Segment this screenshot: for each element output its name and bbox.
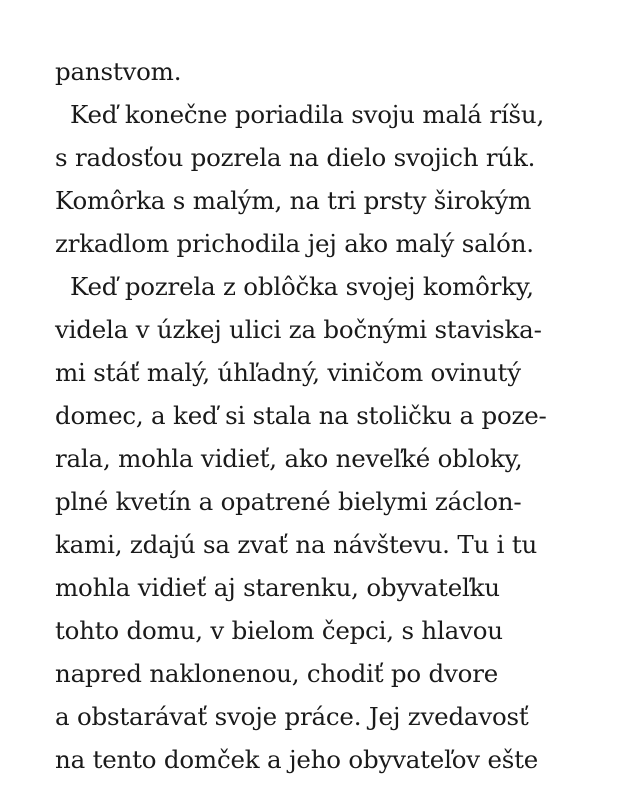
- text-line: a obstarávať svoje práce. Jej zvedavosť: [55, 702, 529, 731]
- text-line: s radosťou pozrela na dielo svojich rúk.: [55, 143, 536, 172]
- text-line: Komôrka s malým, na tri prsty širokým: [55, 186, 532, 215]
- text-line: mohla vidieť aj starenku, obyvateľku: [55, 573, 500, 602]
- paragraph-start-line: Keď pozrela z oblôčka svojej komôrky,: [70, 272, 534, 301]
- text-line: tohto domu, v bielom čepci, s hlavou: [55, 616, 503, 645]
- text-line: rala, mohla vidieť, ako neveľké obloky,: [55, 444, 523, 473]
- text-line: videla v úzkej ulici za bočnými staviska-: [55, 315, 542, 344]
- text-line: na tento domček a jeho obyvateľov ešte: [55, 745, 539, 774]
- text-line: domec, a keď si stala na stoličku a poze-: [55, 401, 547, 430]
- text-line: napred naklonenou, chodiť po dvore: [55, 659, 499, 688]
- text-line: panstvom.: [55, 57, 182, 86]
- text-line: kami, zdajú sa zvať na návštevu. Tu i tu: [55, 530, 538, 559]
- text-line: plné kvetín a opatrené bielymi záclon-: [55, 487, 522, 516]
- text-line: mi stáť malý, úhľadný, viničom ovinutý: [55, 358, 521, 387]
- text-line: zrkadlom prichodila jej ako malý salón.: [55, 229, 534, 258]
- paragraph-start-line: Keď konečne poriadila svoju malá ríšu,: [70, 100, 545, 129]
